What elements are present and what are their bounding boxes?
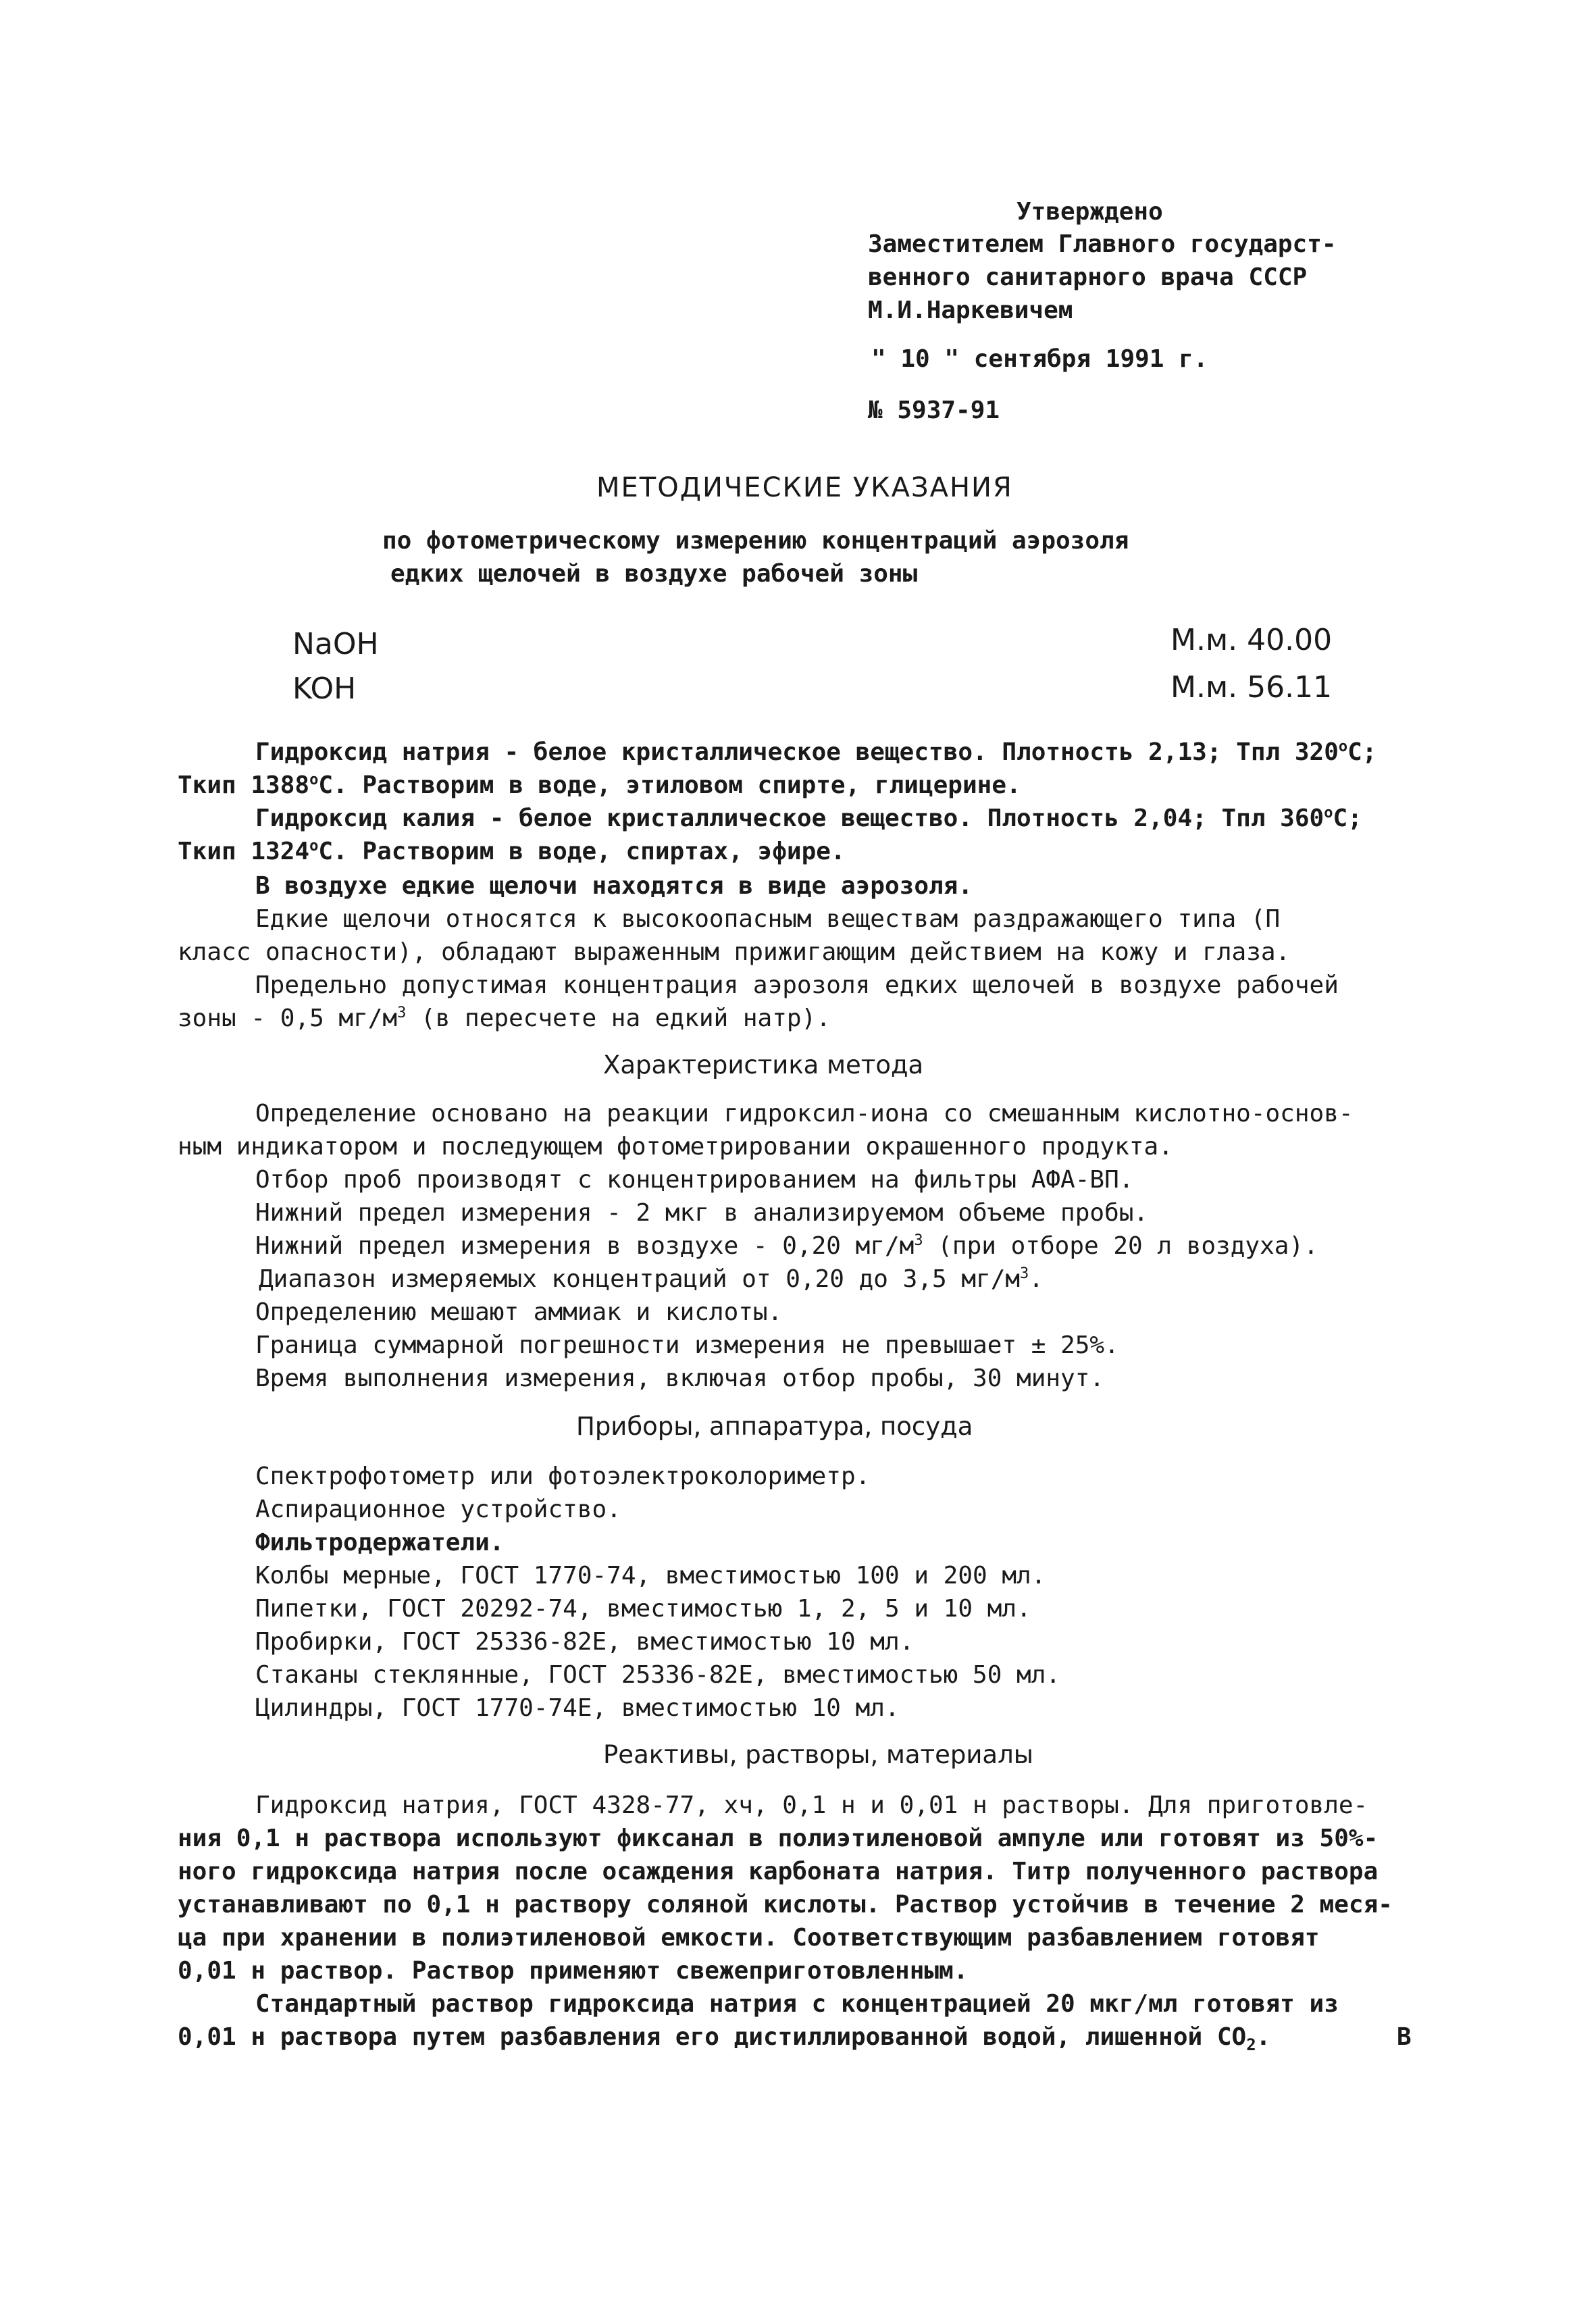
reagents-heading: Реактивы, растворы, материалы bbox=[603, 1740, 1033, 1769]
intro-line-2 bbox=[178, 771, 1021, 800]
intro-line-4 bbox=[178, 837, 846, 867]
intro-line-9-end: (в пересчете на едкий натр). bbox=[406, 1005, 831, 1032]
reagents-line-8-end: . bbox=[1256, 2023, 1271, 2051]
intro-line-9-text: зоны - 0,5 мг/м bbox=[178, 1005, 398, 1032]
cubic-exponent: 3 bbox=[1020, 1265, 1029, 1282]
molar-mass-koh: М.м. 56.11 bbox=[1170, 670, 1333, 705]
method-line-9: Время выполнения измерения, включая отбор пробы, 30 минут. bbox=[255, 1365, 1105, 1392]
intro-line-4-text: Ткип 1324 bbox=[178, 838, 310, 865]
method-line-7: Определению мешают аммиак и кислоты. bbox=[255, 1298, 783, 1326]
method-line-8-end: 25%. bbox=[1046, 1331, 1119, 1359]
approval-line-2: венного санитарного врача СССР bbox=[868, 263, 1308, 291]
reagents-line-3: ного гидроксида натрия после осаждения карбоната натрия. Титр полученного раствора bbox=[178, 1858, 1379, 1885]
equipment-item: Спектрофотометр или фотоэлектроколориметр. bbox=[255, 1463, 871, 1490]
method-line-6-end: . bbox=[1029, 1265, 1044, 1293]
reagents-line-8 bbox=[178, 2023, 1271, 2055]
approval-number: № 5937-91 bbox=[868, 397, 1000, 424]
reagents-line-2: ния 0,1 н раствора используют фиксанал в полиэтиленовой ампуле или готовят из 50%- bbox=[178, 1825, 1379, 1852]
method-heading: Характеристика метода bbox=[603, 1050, 924, 1079]
cubic-exponent: 3 bbox=[914, 1232, 923, 1249]
intro-line-4-end: С. Растворим в воде, спиртах, эфире. bbox=[318, 838, 846, 865]
reagents-line-7: Стандартный раствор гидроксида натрия с концентрацией 20 мкг/мл готовят из bbox=[255, 1990, 1339, 2018]
degree-sign: о bbox=[1324, 805, 1333, 821]
approval-title: Утверждено bbox=[1016, 198, 1163, 226]
method-line-4: Нижний предел измерения - 2 мкг в анализируемом объеме пробы. bbox=[255, 1199, 1149, 1227]
intro-line-6: Едкие щелочи относятся к высокоопасным веществам раздражающего типа (П bbox=[255, 905, 1281, 933]
method-line-1: Определение основано на реакции гидроксил-иона со смешанным кислотно-основ- bbox=[255, 1100, 1354, 1127]
method-line-5-end: (при отборе 20 л воздуха). bbox=[923, 1232, 1318, 1260]
intro-line-1 bbox=[255, 738, 1376, 767]
intro-line-1-text: Гидроксид натрия - белое кристаллическое вещество. Плотность 2,13; Тпл 320 bbox=[255, 738, 1339, 766]
intro-line-3 bbox=[255, 804, 1362, 834]
reagents-line-1: Гидроксид натрия, ГОСТ 4328-77, хч, 0,1 н и 0,01 н растворы. Для приготовле- bbox=[255, 1791, 1368, 1819]
reagents-line-4: устанавливают по 0,1 н раствору соляной кислоты. Раствор устойчив в течение 2 меся- bbox=[178, 1891, 1393, 1918]
reagents-line-8-continuation: В bbox=[1397, 2023, 1412, 2051]
formula-naoh: NaOH bbox=[292, 627, 379, 661]
cubic-exponent: 3 bbox=[397, 1005, 407, 1021]
plus-minus-sign: ± bbox=[1031, 1331, 1046, 1359]
document-subtitle-line-1: по фотометрическому измерению концентраций аэрозоля bbox=[382, 527, 1129, 555]
document-subtitle-line-2: едких щелочей в воздухе рабочей зоны bbox=[390, 560, 918, 588]
reagents-line-6: 0,01 н раствор. Раствор применяют свежеприготовленным. bbox=[178, 1957, 969, 1985]
intro-line-8: Предельно допустимая концентрация аэрозоля едких щелочей в воздухе рабочей bbox=[255, 971, 1339, 999]
intro-line-9 bbox=[178, 1004, 831, 1034]
method-line-6-text: Диапазон измеряемых концентраций от 0,20 до 3,5 мг/м bbox=[259, 1265, 1021, 1293]
intro-line-3-text: Гидроксид калия - белое кристаллическое вещество. Плотность 2,04; Тпл 360 bbox=[255, 805, 1324, 832]
degree-sign: о bbox=[309, 838, 319, 855]
approval-line-1: Заместителем Главного государст- bbox=[868, 230, 1337, 258]
degree-sign: о bbox=[309, 771, 319, 788]
method-line-6 bbox=[259, 1265, 1044, 1294]
method-line-8-text: Граница суммарной погрешности измерения не превышает bbox=[255, 1331, 1031, 1359]
document-title: МЕТОДИЧЕСКИЕ УКАЗАНИЯ bbox=[596, 472, 1013, 503]
approval-line-3: М.И.Наркевичем bbox=[868, 297, 1073, 324]
equipment-item: Цилиндры, ГОСТ 1770-74Е, вместимостью 10 мл. bbox=[255, 1694, 900, 1722]
intro-line-1-end: С; bbox=[1347, 738, 1377, 766]
method-line-5 bbox=[255, 1231, 1318, 1261]
intro-line-2-text: Ткип 1388 bbox=[178, 771, 310, 799]
reagents-line-8-text: 0,01 н раствора путем разбавления его дистиллированной водой, лишенной СО bbox=[178, 2023, 1247, 2051]
method-line-8 bbox=[255, 1331, 1119, 1361]
intro-line-2-end: С. Растворим в воде, этиловом спирте, глицерине. bbox=[318, 771, 1021, 799]
intro-line-7: класс опасности), обладают выраженным прижигающим действием на кожу и глаза. bbox=[178, 938, 1291, 966]
method-line-5-text: Нижний предел измерения в воздухе - 0,20 мг/м bbox=[255, 1232, 915, 1260]
intro-line-5: В воздухе едкие щелочи находятся в виде аэрозоля. bbox=[255, 872, 973, 900]
equipment-item: Фильтродержатели. bbox=[255, 1529, 505, 1556]
co2-subscript: 2 bbox=[1246, 2035, 1256, 2055]
equipment-item: Колбы мерные, ГОСТ 1770-74, вместимостью 100 и 200 мл. bbox=[255, 1562, 1046, 1590]
equipment-item: Пробирки, ГОСТ 25336-82Е, вместимостью 10 мл. bbox=[255, 1628, 915, 1656]
method-line-2: ным индикатором и последующем фотометрировании окрашенного продукта. bbox=[178, 1133, 1173, 1161]
approval-date: " 10 " сентября 1991 г. bbox=[871, 345, 1208, 373]
equipment-item: Пипетки, ГОСТ 20292-74, вместимостью 1, 2, 5 и 10 мл. bbox=[255, 1595, 1031, 1623]
molar-mass-naoh: М.м. 40.00 bbox=[1170, 623, 1333, 657]
equipment-item: Стаканы стеклянные, ГОСТ 25336-82Е, вместимостью 50 мл. bbox=[255, 1661, 1061, 1689]
equipment-item: Аспирационное устройство. bbox=[255, 1496, 621, 1523]
reagents-line-5: ца при хранении в полиэтиленовой емкости. Соответствующим разбавлением готовят bbox=[178, 1924, 1320, 1952]
equipment-heading: Приборы, аппаратура, посуда bbox=[576, 1412, 973, 1441]
method-line-3: Отбор проб производят с концентрированием на фильтры АФА-ВП. bbox=[255, 1166, 1134, 1194]
formula-koh: KOH bbox=[292, 671, 357, 706]
degree-sign: о bbox=[1338, 738, 1348, 755]
intro-line-3-end: С; bbox=[1333, 805, 1362, 832]
